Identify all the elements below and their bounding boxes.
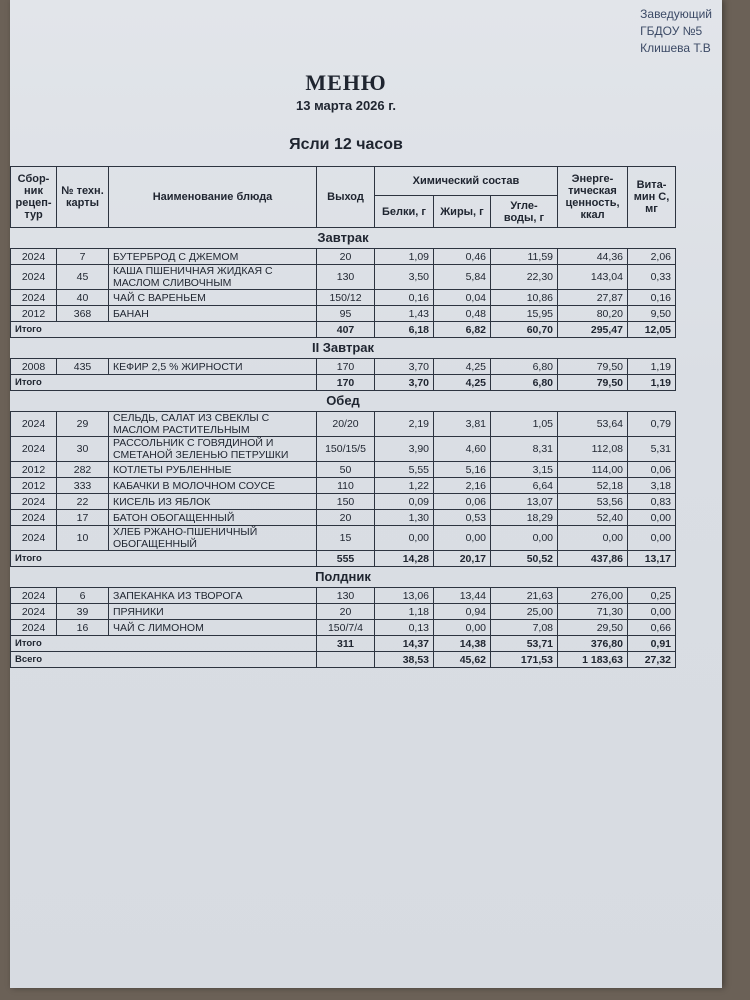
card-number-cell: 6: [57, 588, 109, 604]
col-dish-header: Наименование блюда: [109, 167, 317, 228]
section-title: Обед: [11, 391, 676, 412]
energy-cell: 53,56: [558, 494, 628, 510]
total-row: [11, 322, 676, 338]
output-cell: 130: [317, 265, 375, 290]
table-row: [11, 494, 676, 510]
energy-cell: 52,18: [558, 478, 628, 494]
protein-cell: 1,18: [375, 604, 434, 620]
collection-cell: 2012: [11, 478, 57, 494]
card-number-cell: 16: [57, 620, 109, 636]
output-cell: 20: [317, 510, 375, 526]
total-energy-cell: 376,80: [558, 636, 628, 652]
output-cell: 150/15/5: [317, 437, 375, 462]
col-vitc-header: Вита-мин С, мг: [628, 167, 676, 228]
fat-cell: 0,53: [434, 510, 491, 526]
grand-total-label: Всего: [11, 652, 317, 668]
total-fat-cell: 20,17: [434, 551, 491, 567]
approver-name: Клишева Т.В: [640, 41, 711, 55]
total-row: [11, 636, 676, 652]
card-number-cell: 368: [57, 306, 109, 322]
vitc-cell: 0,16: [628, 290, 676, 306]
total-protein-cell: 14,28: [375, 551, 434, 567]
energy-cell: 52,40: [558, 510, 628, 526]
protein-cell: 0,13: [375, 620, 434, 636]
energy-cell: 29,50: [558, 620, 628, 636]
total-carbs-cell: 53,71: [491, 636, 558, 652]
total-row: [11, 375, 676, 391]
energy-cell: 53,64: [558, 412, 628, 437]
total-carbs-cell: 50,52: [491, 551, 558, 567]
vitc-cell: 0,00: [628, 604, 676, 620]
output-cell: 150/7/4: [317, 620, 375, 636]
carbs-cell: 22,30: [491, 265, 558, 290]
total-vitc-cell: 0,91: [628, 636, 676, 652]
table-row: [11, 290, 676, 306]
total-protein-cell: 6,18: [375, 322, 434, 338]
total-fat-cell: 14,38: [434, 636, 491, 652]
total-label: Итого: [11, 636, 317, 652]
total-vitc-cell: 13,17: [628, 551, 676, 567]
protein-cell: 0,09: [375, 494, 434, 510]
protein-cell: 1,30: [375, 510, 434, 526]
energy-cell: 276,00: [558, 588, 628, 604]
vitc-cell: 1,19: [628, 359, 676, 375]
fat-cell: 3,81: [434, 412, 491, 437]
col-energy-header: Энерге-тическая ценность, ккал: [558, 167, 628, 228]
grand-total-vitc-cell: 27,32: [628, 652, 676, 668]
dish-name-cell: СЕЛЬДЬ, САЛАТ ИЗ СВЕКЛЫ С МАСЛОМ РАСТИТЕЛЬНЫМ: [109, 412, 317, 437]
col-output-header: Выход: [317, 167, 375, 228]
dish-name-cell: РАССОЛЬНИК С ГОВЯДИНОЙ И СМЕТАНОЙ ЗЕЛЕНЬЮ ПЕТРУШКИ: [109, 437, 317, 462]
protein-cell: 3,50: [375, 265, 434, 290]
collection-cell: 2024: [11, 412, 57, 437]
carbs-cell: 1,05: [491, 412, 558, 437]
section-title: II Завтрак: [11, 338, 676, 359]
total-carbs-cell: 6,80: [491, 375, 558, 391]
dish-name-cell: БАТОН ОБОГАЩЕННЫЙ: [109, 510, 317, 526]
output-cell: 95: [317, 306, 375, 322]
table-row: [11, 510, 676, 526]
total-output-cell: 311: [317, 636, 375, 652]
output-cell: 20: [317, 604, 375, 620]
table-row: [11, 620, 676, 636]
protein-cell: 1,43: [375, 306, 434, 322]
approval-stamp: [640, 6, 712, 57]
section-title: Завтрак: [11, 228, 676, 249]
grand-total-energy-cell: 1 183,63: [558, 652, 628, 668]
energy-cell: 0,00: [558, 526, 628, 551]
protein-cell: 3,70: [375, 359, 434, 375]
collection-cell: 2024: [11, 526, 57, 551]
table-row: [11, 526, 676, 551]
total-protein-cell: 14,37: [375, 636, 434, 652]
fat-cell: 4,60: [434, 437, 491, 462]
col-protein-header: Белки, г: [375, 196, 434, 228]
table-row: [11, 265, 676, 290]
card-number-cell: 282: [57, 462, 109, 478]
card-number-cell: 22: [57, 494, 109, 510]
fat-cell: 5,16: [434, 462, 491, 478]
grand-total-carbs-cell: 171,53: [491, 652, 558, 668]
collection-cell: 2024: [11, 265, 57, 290]
energy-cell: 112,08: [558, 437, 628, 462]
fat-cell: 2,16: [434, 478, 491, 494]
dish-name-cell: ЧАЙ С ВАРЕНЬЕМ: [109, 290, 317, 306]
total-energy-cell: 79,50: [558, 375, 628, 391]
protein-cell: 3,90: [375, 437, 434, 462]
collection-cell: 2012: [11, 462, 57, 478]
vitc-cell: 3,18: [628, 478, 676, 494]
carbs-cell: 3,15: [491, 462, 558, 478]
fat-cell: 0,46: [434, 249, 491, 265]
table-row: [11, 588, 676, 604]
energy-cell: 80,20: [558, 306, 628, 322]
fat-cell: 13,44: [434, 588, 491, 604]
fat-cell: 0,48: [434, 306, 491, 322]
carbs-cell: 15,95: [491, 306, 558, 322]
total-energy-cell: 437,86: [558, 551, 628, 567]
collection-cell: 2024: [11, 620, 57, 636]
card-number-cell: 10: [57, 526, 109, 551]
section-header: [11, 567, 676, 588]
fat-cell: 0,04: [434, 290, 491, 306]
total-fat-cell: 6,82: [434, 322, 491, 338]
vitc-cell: 2,06: [628, 249, 676, 265]
col-carbs-header: Угле-воды, г: [491, 196, 558, 228]
menu-sheet: [10, 0, 722, 988]
dish-name-cell: КАША ПШЕНИЧНАЯ ЖИДКАЯ С МАСЛОМ СЛИВОЧНЫМ: [109, 265, 317, 290]
grand-total-row: [11, 652, 676, 668]
col-chem-header: Химический состав: [375, 167, 558, 196]
dish-name-cell: БУТЕРБРОД С ДЖЕМОМ: [109, 249, 317, 265]
output-cell: 15: [317, 526, 375, 551]
approver-org: ГБДОУ №5: [640, 24, 703, 38]
vitc-cell: 0,83: [628, 494, 676, 510]
table-row: [11, 462, 676, 478]
carbs-cell: 10,86: [491, 290, 558, 306]
fat-cell: 5,84: [434, 265, 491, 290]
carbs-cell: 18,29: [491, 510, 558, 526]
output-cell: 20: [317, 249, 375, 265]
card-number-cell: 7: [57, 249, 109, 265]
vitc-cell: 0,79: [628, 412, 676, 437]
dish-name-cell: БАНАН: [109, 306, 317, 322]
dish-name-cell: КАБАЧКИ В МОЛОЧНОМ СОУСЕ: [109, 478, 317, 494]
carbs-cell: 21,63: [491, 588, 558, 604]
vitc-cell: 0,66: [628, 620, 676, 636]
collection-cell: 2024: [11, 510, 57, 526]
total-vitc-cell: 12,05: [628, 322, 676, 338]
dish-name-cell: ХЛЕБ РЖАНО-ПШЕНИЧНЫЙ ОБОГАЩЕННЫЙ: [109, 526, 317, 551]
dish-name-cell: ЧАЙ С ЛИМОНОМ: [109, 620, 317, 636]
page-title: МЕНЮ: [305, 70, 387, 95]
output-cell: 20/20: [317, 412, 375, 437]
total-output-cell: 407: [317, 322, 375, 338]
output-cell: 110: [317, 478, 375, 494]
collection-cell: 2024: [11, 588, 57, 604]
collection-cell: 2024: [11, 494, 57, 510]
total-vitc-cell: 1,19: [628, 375, 676, 391]
total-label: Итого: [11, 551, 317, 567]
energy-cell: 79,50: [558, 359, 628, 375]
col-collection-header: Сбор-ник рецеп-тур: [11, 167, 57, 228]
output-cell: 130: [317, 588, 375, 604]
energy-cell: 71,30: [558, 604, 628, 620]
vitc-cell: 5,31: [628, 437, 676, 462]
menu-table: [10, 166, 676, 668]
energy-cell: 27,87: [558, 290, 628, 306]
output-cell: 50: [317, 462, 375, 478]
carbs-cell: 25,00: [491, 604, 558, 620]
grand-total-fat-cell: 45,62: [434, 652, 491, 668]
output-cell: 170: [317, 359, 375, 375]
collection-cell: 2012: [11, 306, 57, 322]
output-cell: 150: [317, 494, 375, 510]
table-row: [11, 478, 676, 494]
card-number-cell: 17: [57, 510, 109, 526]
total-label: Итого: [11, 322, 317, 338]
total-label: Итого: [11, 375, 317, 391]
fat-cell: 0,00: [434, 620, 491, 636]
col-card-header: № техн. карты: [57, 167, 109, 228]
table-row: [11, 437, 676, 462]
carbs-cell: 8,31: [491, 437, 558, 462]
section-header: [11, 391, 676, 412]
card-number-cell: 39: [57, 604, 109, 620]
card-number-cell: 435: [57, 359, 109, 375]
dish-name-cell: КОТЛЕТЫ РУБЛЕННЫЕ: [109, 462, 317, 478]
protein-cell: 0,00: [375, 526, 434, 551]
protein-cell: 1,22: [375, 478, 434, 494]
carbs-cell: 0,00: [491, 526, 558, 551]
collection-cell: 2024: [11, 290, 57, 306]
energy-cell: 143,04: [558, 265, 628, 290]
card-number-cell: 40: [57, 290, 109, 306]
section-header: [11, 338, 676, 359]
output-cell: 150/12: [317, 290, 375, 306]
table-row: [11, 306, 676, 322]
vitc-cell: 0,00: [628, 510, 676, 526]
vitc-cell: 0,06: [628, 462, 676, 478]
table-row: [11, 412, 676, 437]
vitc-cell: 0,33: [628, 265, 676, 290]
table-row: [11, 604, 676, 620]
fat-cell: 4,25: [434, 359, 491, 375]
grand-total-protein-cell: 38,53: [375, 652, 434, 668]
total-row: [11, 551, 676, 567]
dish-name-cell: КИСЕЛЬ ИЗ ЯБЛОК: [109, 494, 317, 510]
protein-cell: 2,19: [375, 412, 434, 437]
card-number-cell: 333: [57, 478, 109, 494]
carbs-cell: 11,59: [491, 249, 558, 265]
dish-name-cell: ПРЯНИКИ: [109, 604, 317, 620]
total-fat-cell: 4,25: [434, 375, 491, 391]
dish-name-cell: КЕФИР 2,5 % ЖИРНОСТИ: [109, 359, 317, 375]
carbs-cell: 13,07: [491, 494, 558, 510]
carbs-cell: 6,80: [491, 359, 558, 375]
protein-cell: 5,55: [375, 462, 434, 478]
protein-cell: 1,09: [375, 249, 434, 265]
card-number-cell: 30: [57, 437, 109, 462]
vitc-cell: 0,00: [628, 526, 676, 551]
menu-date: 13 марта 2026 г.: [296, 98, 396, 113]
energy-cell: 114,00: [558, 462, 628, 478]
total-output-cell: 170: [317, 375, 375, 391]
dish-name-cell: ЗАПЕКАНКА ИЗ ТВОРОГА: [109, 588, 317, 604]
total-output-cell: 555: [317, 551, 375, 567]
total-carbs-cell: 60,70: [491, 322, 558, 338]
collection-cell: 2024: [11, 437, 57, 462]
total-protein-cell: 3,70: [375, 375, 434, 391]
protein-cell: 13,06: [375, 588, 434, 604]
table-row: [11, 359, 676, 375]
group-name: Ясли 12 часов: [289, 136, 403, 153]
card-number-cell: 29: [57, 412, 109, 437]
col-fat-header: Жиры, г: [434, 196, 491, 228]
collection-cell: 2024: [11, 249, 57, 265]
collection-cell: 2008: [11, 359, 57, 375]
table-header-row: [11, 167, 676, 196]
section-header: [11, 228, 676, 249]
carbs-cell: 6,64: [491, 478, 558, 494]
table-row: [11, 249, 676, 265]
grand-total-output-cell: [317, 652, 375, 668]
fat-cell: 0,00: [434, 526, 491, 551]
fat-cell: 0,94: [434, 604, 491, 620]
card-number-cell: 45: [57, 265, 109, 290]
approver-title: Заведующий: [640, 7, 712, 21]
menu-body: [11, 228, 676, 668]
section-title: Полдник: [11, 567, 676, 588]
collection-cell: 2024: [11, 604, 57, 620]
carbs-cell: 7,08: [491, 620, 558, 636]
energy-cell: 44,36: [558, 249, 628, 265]
protein-cell: 0,16: [375, 290, 434, 306]
total-energy-cell: 295,47: [558, 322, 628, 338]
vitc-cell: 0,25: [628, 588, 676, 604]
vitc-cell: 9,50: [628, 306, 676, 322]
fat-cell: 0,06: [434, 494, 491, 510]
